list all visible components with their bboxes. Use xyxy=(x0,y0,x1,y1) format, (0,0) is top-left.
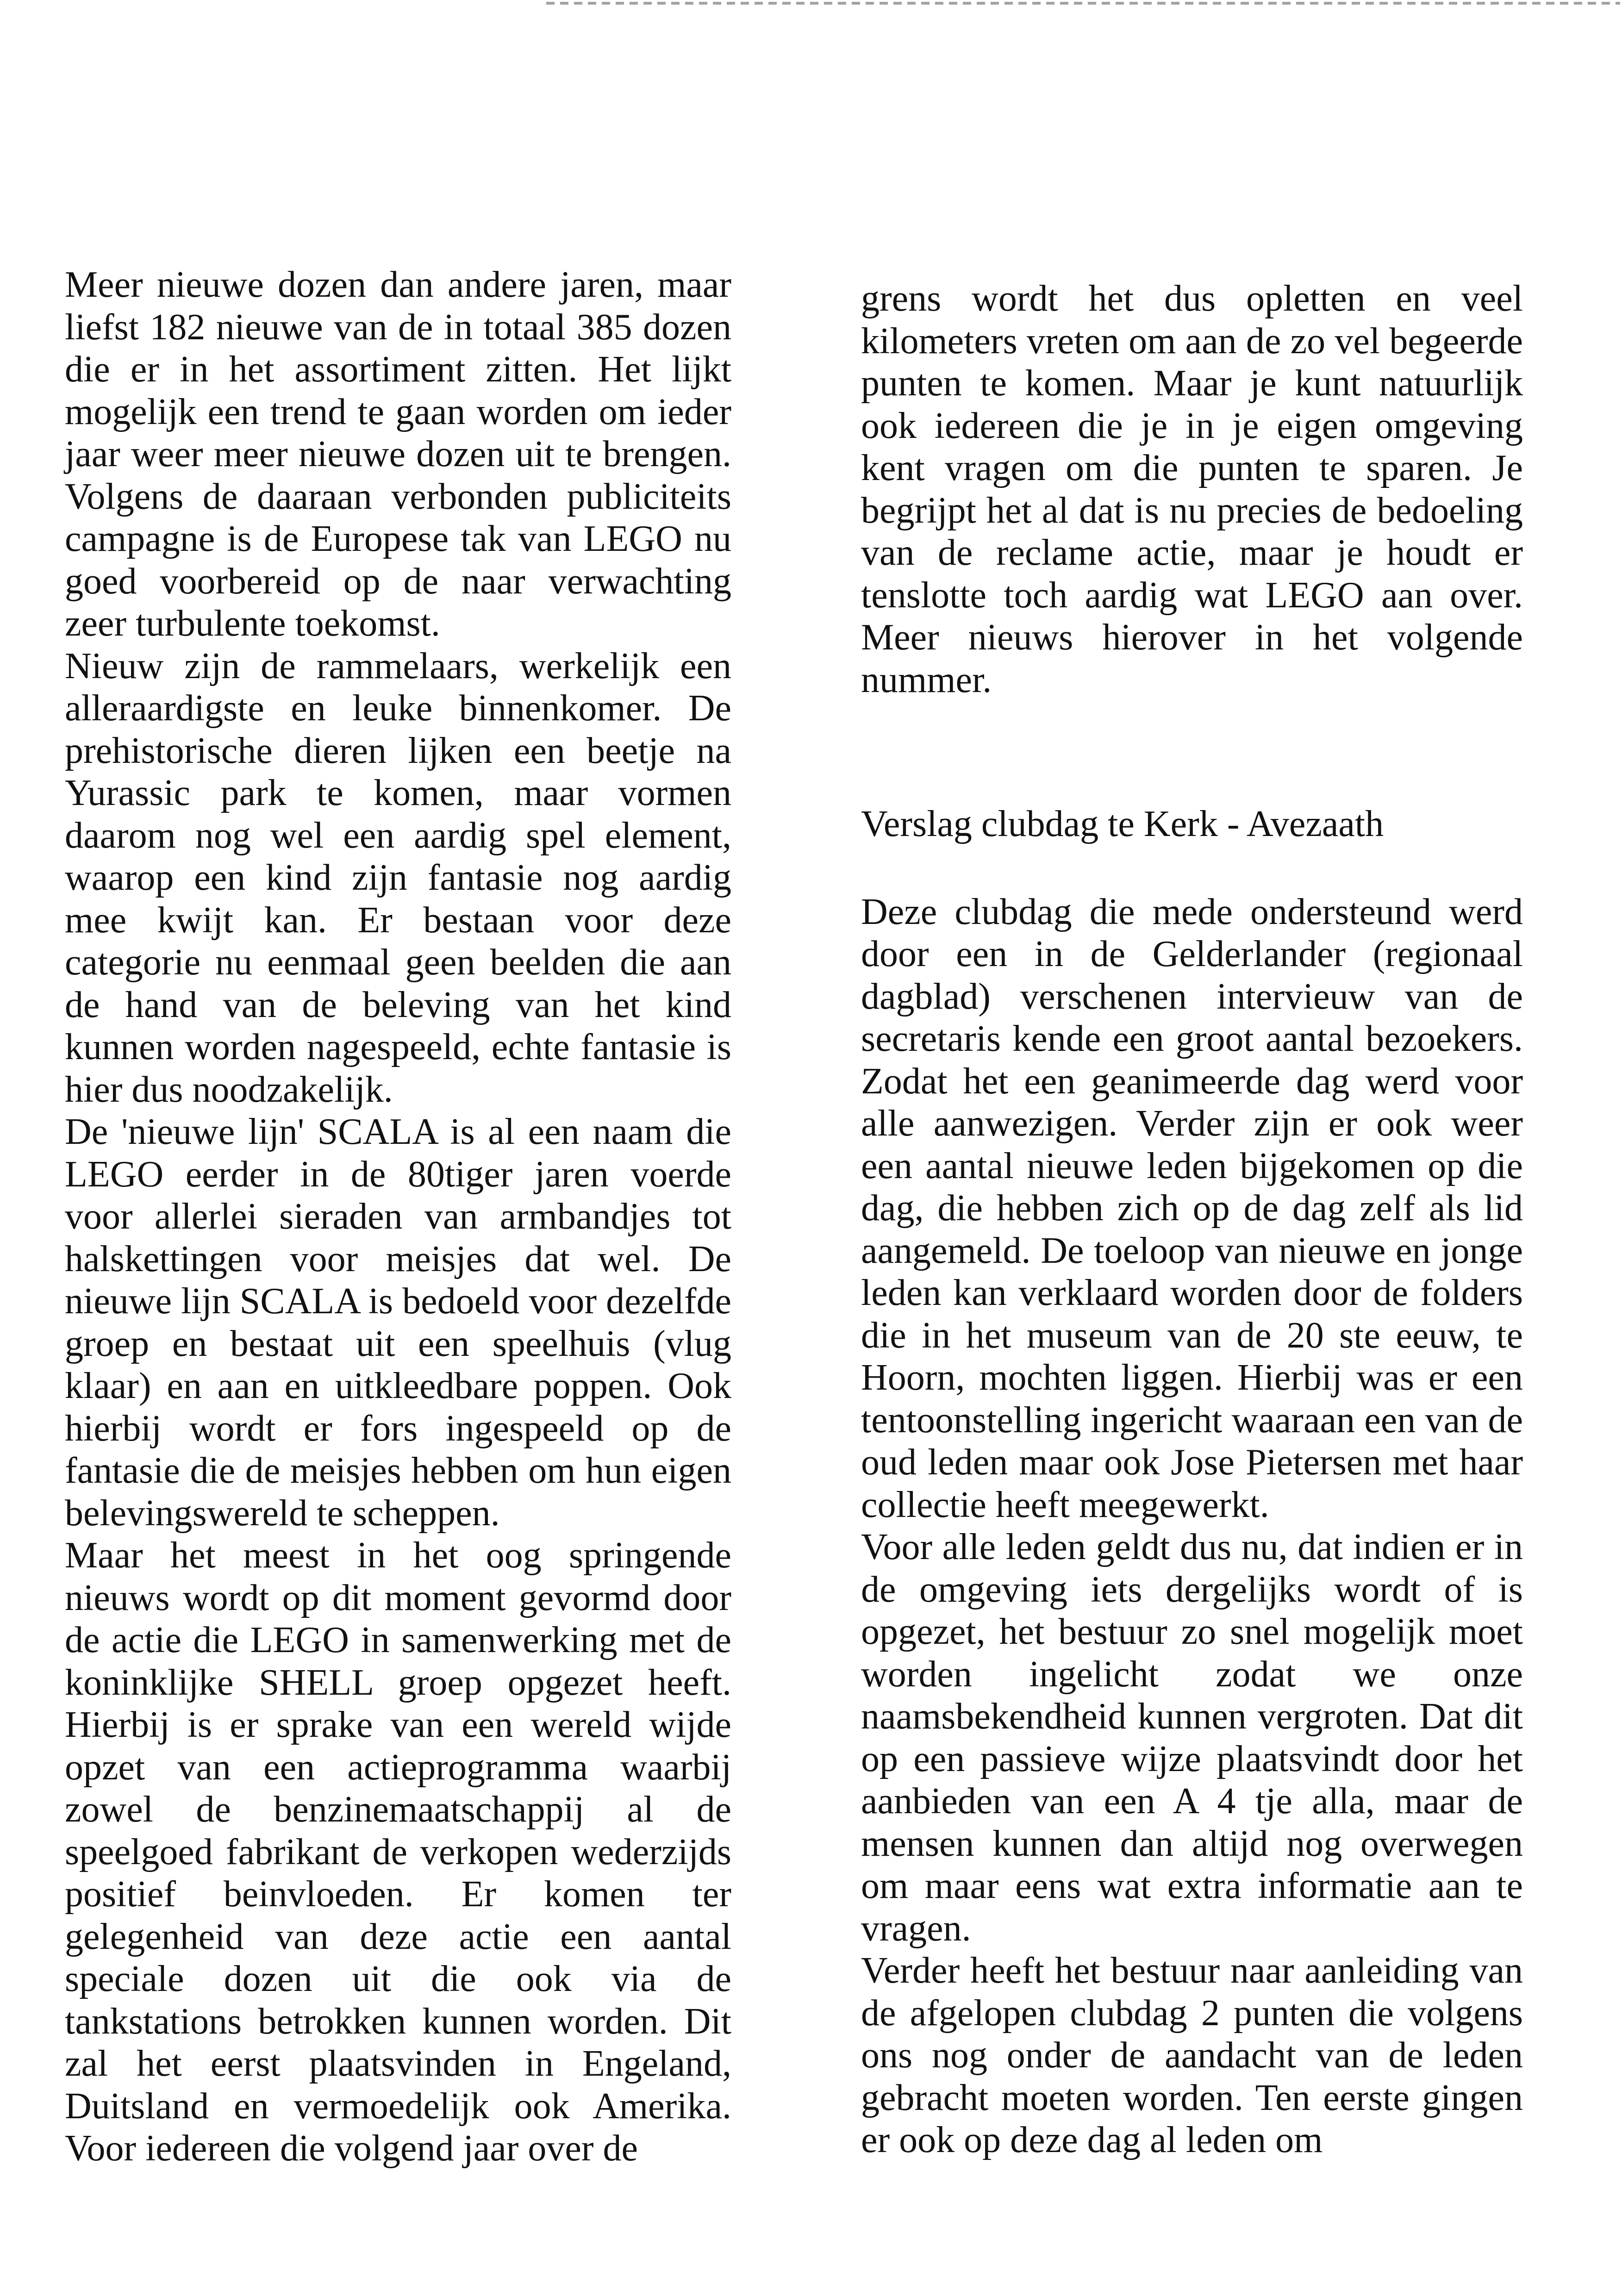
paragraph-new-boxes: Meer nieuwe dozen dan andere jaren, maar liefst 182 nieuwe van de in totaal 385 dozen die er in het assortiment zitten. Het lijkt mogelijk een trend te gaan worden om ieder jaar weer meer nieuwe dozen uit te brengen. Volgens de daaraan verbonden publiciteits campagne is de Europese tak van LEGO nu goed voorbereid op de naar verwachting zeer turbulente toekomst. xyxy=(65,264,731,644)
paragraph-scala: De 'nieuwe lijn' SCALA is al een naam die LEGO eerder in de 80tiger jaren voerde voor allerlei sieraden van armbandjes tot halskettingen voor meisjes dat wel. De nieuwe lijn SCALA is bedoeld voor dezelfde groep en bestaat uit een speelhuis (vlug klaar) en aan en uitkleedbare poppen. Ook hierbij wordt er fors ingespeeld op de fantasie die de meisjes hebben om hun eigen belevingswereld te scheppen. xyxy=(65,1111,731,1534)
paragraph-clubday: Deze clubdag die mede ondersteund werd door een in de Gelderlander (regionaal dagblad) verschenen intervieuw van de secretaris kende een groot aantal bezoekers. Zodat het een geanimeerde dag werd voor alle aanwezigen. Verder zijn er ook weer een aantal nieuwe leden bijgekomen op die dag, die hebben zich op de dag zelf als lid aangemeld. De toeloop van nieuwe en jonge leden kan verklaard worden door de folders die in het museum van de 20 ste eeuw, te Hoorn, mochten liggen. Hierbij was er een tentoonstelling ingericht waaraan een van de oud leden maar ook Jose Pietersen met haar collectie heeft meegewerkt. xyxy=(861,891,1523,1525)
paragraph-members-notice: Voor alle leden geldt dus nu, dat indien er in de omgeving iets dergelijks wordt of is opgezet, het bestuur zo snel mogelijk moet worden ingelicht zodat we onze naamsbekendheid kunnen vergroten. Dat dit op een passieve wijze plaatsvindt door het aanbieden van een A 4 tje alla, maar de mensen kunnen dan altijd nog overwegen om maar eens wat extra informatie aan te vragen. xyxy=(861,1527,1523,1949)
paragraph-board-points: Verder heeft het bestuur naar aanleiding van de afgelopen clubdag 2 punten die volgens ons nog onder de aandacht van de leden gebracht moeten worden. Ten eerste gingen er ook op deze dag al leden om xyxy=(861,1950,1523,2160)
paragraph-shell-action: Maar het meest in het oog springende nieuws wordt op dit moment gevormd door de actie die LEGO in samenwerking met de koninklijke SHELL groep opgezet heeft. Hierbij is er sprake van een wereld wijde opzet van een actieprogramma waarbij zowel de benzinemaatschappij al de speelgoed fabrikant de verkopen wederzijds positief beinvloeden. Er komen ter gelegenheid van deze actie een aantal speciale dozen uit die ook via de tankstations betrokken kunnen worden. Dit zal het eerst plaatsvinden in Engeland, Duitsland en vermoedelijk ook Amerika. Voor iedereen die volgend jaar over de xyxy=(65,1535,731,2169)
paragraph-rattles: Nieuw zijn de rammelaars, werkelijk een alleraardigste en leuke binnenkomer. De prehistorische dieren lijken een beetje na Yurassic park te komen, maar vormen daarom nog wel een aardig spel element, waarop een kind zijn fantasie nog aardig mee kwijt kan. Er bestaan voor deze categorie nu eenmaal geen beelden die aan de hand van de beleving van het kind kunnen worden nagespeeld, echte fantasie is hier dus noodzakelijk. xyxy=(65,645,731,1110)
scan-edge-artifact xyxy=(546,2,1620,5)
spacer xyxy=(861,846,1523,891)
left-column xyxy=(65,264,731,2170)
paragraph-continuation: grens wordt het dus opletten en veel kilometers vreten om aan de zo vel begeerde punten te komen. Maar je kunt natuurlijk ook iedereen die je in je eigen omgeving kent vragen om die punten te sparen. Je begrijpt het al dat is nu precies de bedoeling van de reclame actie, maar je houdt er tenslotte toch aardig wat LEGO aan over. Meer nieuws hierover in het volgende nummer. xyxy=(861,278,1523,700)
spacer xyxy=(861,701,1523,803)
right-column xyxy=(861,278,1523,2162)
section-heading: Verslag clubdag te Kerk - Avezaath xyxy=(861,804,1384,844)
